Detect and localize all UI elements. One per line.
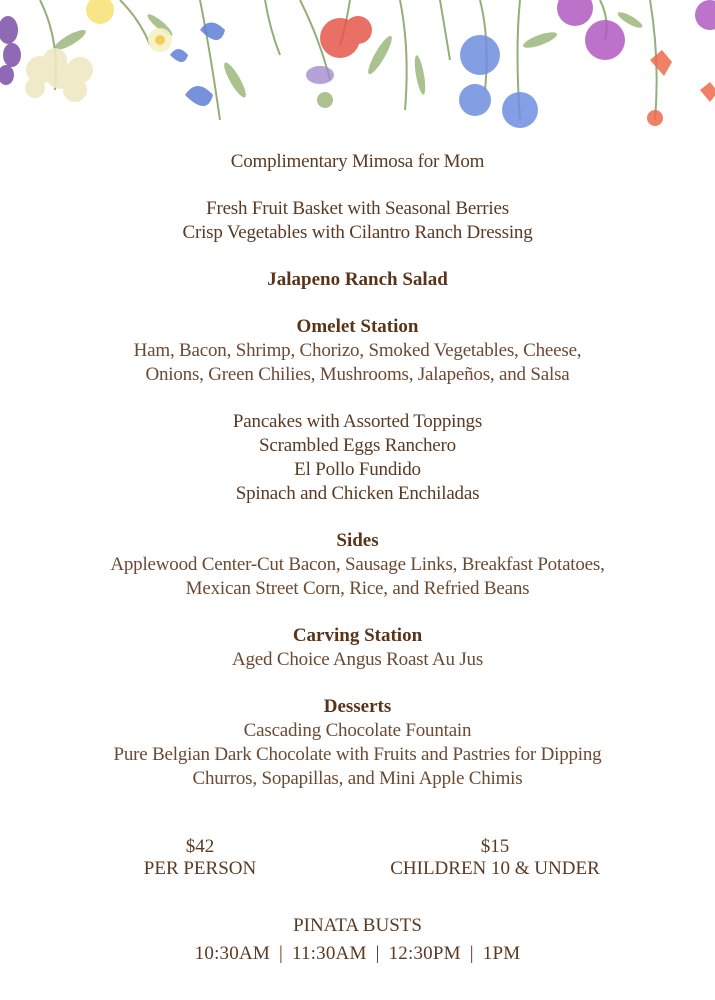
starter-item: Fresh Fruit Basket with Seasonal Berries (206, 198, 509, 219)
pinata-time: 10:30AM (194, 943, 270, 964)
time-separator: | (469, 943, 474, 964)
carving-heading: Carving Station (292, 625, 423, 646)
sides-heading: Sides (336, 530, 379, 551)
adult-price-amount: $42 (185, 836, 215, 857)
main-item: Scrambled Eggs Ranchero (259, 435, 456, 456)
pinata-busts (0, 914, 715, 966)
pinata-time: 1PM (482, 943, 521, 964)
brunch-menu (0, 150, 715, 814)
pricing (0, 836, 715, 880)
mimosa-line: Complimentary Mimosa for Mom (230, 151, 485, 172)
child-price-label: CHILDREN 10 & UNDER (390, 858, 600, 879)
main-item: Pancakes with Assorted Toppings (232, 411, 483, 432)
pinata-time: 12:30PM (388, 943, 461, 964)
starter-item: Crisp Vegetables with Cilantro Ranch Dressing (182, 222, 533, 243)
adult-price-label: PER PERSON (143, 858, 257, 879)
omelet-heading: Omelet Station (296, 316, 419, 337)
main-item: Spinach and Chicken Enchiladas (235, 483, 480, 504)
pinata-time: 11:30AM (291, 943, 367, 964)
pinata-times (0, 942, 715, 966)
pinata-title: PINATA BUSTS (293, 915, 422, 936)
carving-line: Aged Choice Angus Roast Au Jus (231, 649, 484, 670)
main-item: El Pollo Fundido (294, 459, 421, 480)
child-price-amount: $15 (480, 836, 510, 857)
sides-line: Applewood Center-Cut Bacon, Sausage Links, Breakfast Potatoes, (110, 554, 605, 575)
time-separator: | (375, 943, 380, 964)
desserts-line: Cascading Chocolate Fountain (243, 720, 472, 741)
omelet-line: Ham, Bacon, Shrimp, Chorizo, Smoked Vegetables, Cheese, (133, 340, 582, 361)
desserts-heading: Desserts (323, 696, 392, 717)
salad-heading: Jalapeno Ranch Salad (267, 269, 448, 290)
omelet-line: Onions, Green Chilies, Mushrooms, Jalapeños, and Salsa (145, 364, 570, 385)
time-separator: | (278, 943, 283, 964)
adult-price (85, 836, 315, 880)
floral-header-decoration (0, 0, 715, 140)
desserts-line: Churros, Sopapillas, and Mini Apple Chimis (192, 768, 523, 789)
child-price (345, 836, 645, 880)
sides-line: Mexican Street Corn, Rice, and Refried Beans (185, 578, 530, 599)
desserts-line: Pure Belgian Dark Chocolate with Fruits and Pastries for Dipping (113, 744, 602, 765)
